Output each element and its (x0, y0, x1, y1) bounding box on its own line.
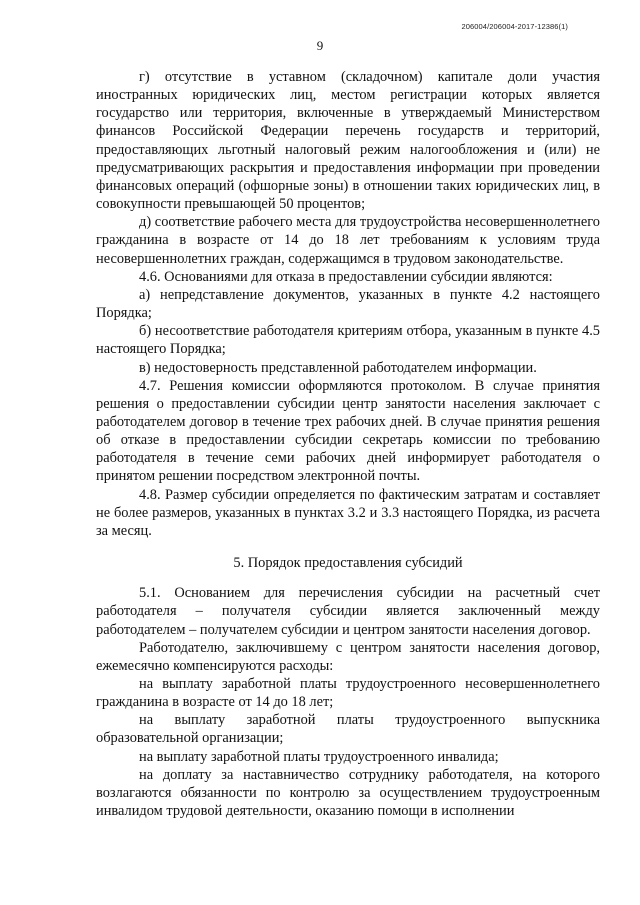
paragraph-4-8: 4.8. Размер субсидии определяется по фактическим затратам и составляет не более размеров, указанных в пунктах 3.2 и 3.3 настоящего Порядка, из расчета за месяц. (96, 486, 600, 539)
paragraph-compensation-mentoring: на доплату за наставничество сотруднику работодателя, на которого возлагаются обязанности по контролю за осуществлением трудоустроенным инвалидом трудовой деятельности, оказанию помощи в исполнении (96, 766, 600, 820)
paragraph-compensation-disabled: на выплату заработной платы трудоустроенного инвалида; (139, 748, 499, 765)
paragraph-item-g: г) отсутствие в уставном (складочном) капитале доли участия иностранных юридических лиц, местом регистрации которых является государство или территория, включенные в утверждаемый Министерством финансов Российской Федерации перечень государств и территорий, предоставляющих льготный налоговый режим налогообложения и (или) не предусматривающих раскрытия и предоставления информации при проведении финансовых операций (офшорные зоны) в отношении таких юридических лиц, в совокупности превышающей 50 процентов; (96, 69, 600, 213)
paragraph-item-d: д) соответствие рабочего места для трудоустройства несовершеннолетнего гражданина в возрасте от 14 до 18 лет требованиям к условиям труда несовершеннолетних граждан, содержащимся в трудовом законодательстве. (96, 214, 600, 267)
paragraph-compensation-intro: Работодателю, заключившему с центром занятости населения договор, ежемесячно компенсируются расходы: (96, 639, 600, 674)
paragraph-item-b: б) несоответствие работодателя критериям отбора, указанным в пункте 4.5 настоящего Порядка; (96, 323, 600, 358)
paragraph-item-a: а) непредставление документов, указанных в пункте 4.2 настоящего Порядка; (96, 286, 600, 322)
page-number: 9 (316, 38, 324, 53)
paragraph-compensation-graduate: на выплату заработной платы трудоустроенного выпускника образовательной организации; (96, 712, 600, 747)
section-heading: 5. Порядок предоставления субсидий (233, 555, 463, 572)
document-id: 206004/206004-2017-12386(1) (461, 22, 568, 31)
document-body (96, 68, 600, 820)
paragraph-5-1: 5.1. Основанием для перечисления субсидии на расчетный счет работодателя – получателя субсидии является заключенный между работодателем – получателем субсидии и центром занятости населения договор. (96, 585, 600, 638)
paragraph-item-v: в) недостоверность представленной работодателем информации. (139, 359, 537, 376)
paragraph-4-6: 4.6. Основаниями для отказа в предоставлении субсидии являются: (139, 268, 553, 285)
paragraph-4-7: 4.7. Решения комиссии оформляются протоколом. В случае принятия решения о предоставлении субсидии центр занятости населения заключает с работодателем договор в течение трех рабочих дней. В случае принятия решения об отказе в предоставлении субсидии секретарь комиссии по требованию работодателя в течение семи рабочих дней информирует работодателя о принятом решении посредством электронной почты. (96, 377, 600, 485)
paragraph-compensation-minor: на выплату заработной платы трудоустроенного несовершеннолетнего гражданина в возрасте от 14 до 18 лет; (96, 676, 600, 711)
